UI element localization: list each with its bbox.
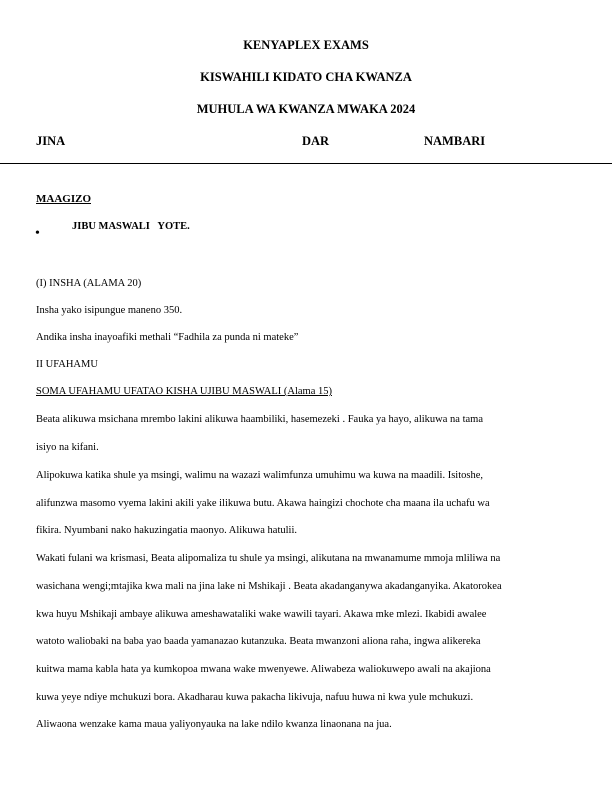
header-divider — [0, 163, 612, 164]
instructions-heading: MAAGIZO — [36, 193, 91, 205]
passage-line: wasichana wengi;mtajika kwa mali na jina lake ni Mshikaji . Beata akadanganywa akadanganyika. Akatorokea — [36, 581, 502, 592]
section2-heading: II UFAHAMU — [36, 359, 98, 370]
passage-line: Beata alikuwa msichana mrembo lakini alikuwa haambiliki, hasemezeki . Fauka ya hayo, alikuwa na tama — [36, 414, 483, 425]
subject-title: KISWAHILI KIDATO CHA KWANZA — [200, 70, 412, 84]
exam-title: KENYAPLEX EXAMS — [243, 38, 369, 52]
term-title: MUHULA WA KWANZA MWAKA 2024 — [196, 102, 416, 116]
section1-line1: Insha yako isipungue maneno 350. — [36, 305, 183, 316]
class-field-label: DAR — [302, 134, 330, 148]
section1-heading: (I) INSHA (ALAMA 20) — [36, 278, 142, 289]
instruction-item: JIBU MASWALI YOTE. — [72, 221, 190, 232]
section2-subheading: SOMA UFAHAMU UFATAO KISHA UJIBU MASWALI (Alama 15) — [36, 386, 332, 397]
passage-line: Wakati fulani wa krismasi, Beata alipomaliza tu shule ya msingi, alikutana na mwanamume mmoja mliliwa na — [36, 553, 501, 564]
passage-line: isiyo na kifani. — [36, 442, 99, 453]
section1-line2: Andika insha inayoafiki methali “Fadhila za punda ni mateke” — [36, 332, 299, 343]
passage-line: fikira. Nyumbani nako hakuzingatia maonyo. Alikuwa hatulii. — [36, 525, 297, 536]
passage-line: kwa huyu Mshikaji ambaye alikuwa ameshawataliki wake wawili tayari. Akawa mke mlezi. Ikabidi awalee — [36, 609, 487, 620]
passage-line: alifunzwa masomo vyema lakini akili yake ilikuwa butu. Akawa haingizi chochote cha maana ila uchafu wa — [36, 498, 490, 509]
passage-line: Alipokuwa katika shule ya msingi, walimu na wazazi walimfunza umuhimu wa kuwa na maadili. Isitoshe, — [36, 470, 484, 481]
number-field-label: NAMBARI — [424, 134, 486, 148]
passage-line: Aliwaona wenzake kama maua yaliyonyauka na lake ndilo kwanza linaonana na jua. — [36, 719, 392, 730]
bullet-icon: • — [35, 226, 40, 241]
passage-line: watoto waliobaki na baba yao baada yamanazao kutanzuka. Beata mwanzoni aliona raha, ingwa alikereka — [36, 636, 481, 647]
name-field-label: JINA — [36, 134, 66, 148]
passage-line: kuwa yeye ndiye mchukuzi bora. Akadharau kuwa pakacha likivuja, nafuu huwa ni kwa yule mchukuzi. — [36, 692, 474, 703]
passage-line: kuitwa mama kabla hata ya kumkopoa mwana wake mwenyewe. Aliwabeza waliokuwepo awali na akajiona — [36, 664, 491, 675]
